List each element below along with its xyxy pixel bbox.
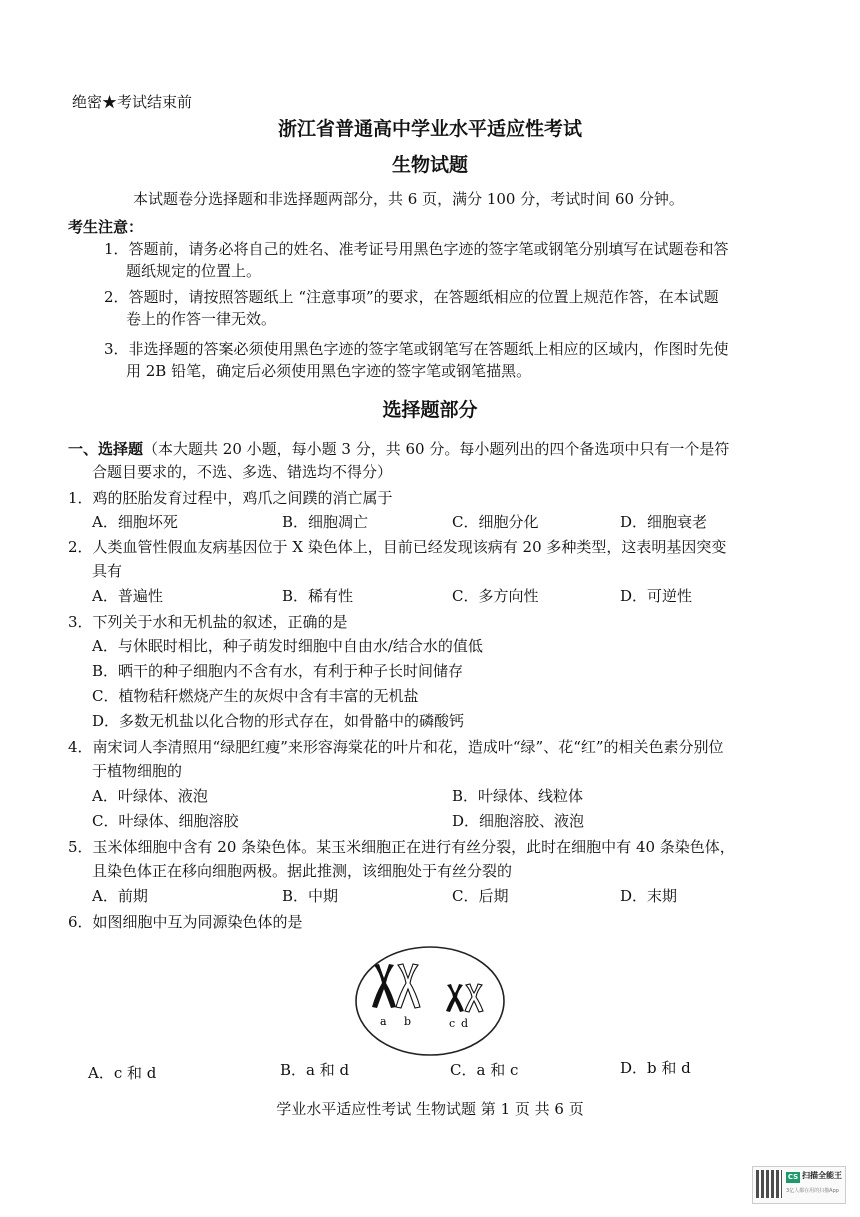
chromosome-label-c: c	[449, 1017, 456, 1030]
option: A．前期	[92, 887, 148, 905]
chromosome-label-b: b	[404, 1015, 412, 1028]
chromosome-label-d: d	[461, 1017, 469, 1030]
notice-line: 3．非选择题的答案必须使用黑色字迹的签字笔或钢笔写在答题纸上相应的区域内，作图时先使	[104, 340, 729, 358]
chromosome-d	[465, 984, 483, 1012]
chromosome-label-a: a	[380, 1015, 387, 1028]
part-desc: （本大题共 20 小题，每小题 3 分，共 60 分。每小题列出的四个备选项中只有一个是符	[143, 440, 730, 458]
exam-intro: 本试题卷分选择题和非选择题两部分，共 6 页，满分 100 分，考试时间 60 分钟。	[133, 190, 684, 208]
section-title: 选择题部分	[382, 399, 478, 421]
question-stem: 5．玉米体细胞中含有 20 条染色体。某玉米细胞正在进行有丝分裂，此时在细胞中有 40 条染色体，	[68, 838, 735, 856]
option: D．细胞溶胶、液泡	[452, 812, 585, 830]
option: C．叶绿体、细胞溶胶	[92, 812, 239, 830]
option: D．细胞衰老	[620, 513, 708, 531]
option: A．细胞坏死	[92, 513, 178, 531]
option: A．与休眠时相比，种子萌发时细胞中自由水/结合水的值低	[92, 637, 483, 655]
notice-item	[104, 338, 794, 382]
option: C．多方向性	[452, 587, 539, 605]
option: B．a 和 d	[280, 1061, 350, 1079]
chromosome-c	[446, 984, 464, 1012]
notice-line: 2．答题时，请按照答题纸上 “注意事项”的要求，在答题纸相应的位置上规范作答，在本试题	[104, 288, 719, 306]
option: D．可逆性	[620, 587, 693, 605]
question-stem: 1．鸡的胚胎发育过程中，鸡爪之间蹼的消亡属于	[68, 489, 393, 507]
option: D．末期	[620, 887, 678, 905]
question-stem: 4．南宋词人李清照用“绿肥红瘦”来形容海棠花的叶片和花，造成叶“绿”、花“红”的相关色素分别位	[68, 738, 724, 756]
page-footer: 学业水平适应性考试 生物试题 第 1 页 共 6 页	[276, 1100, 584, 1118]
option: B．细胞凋亡	[282, 513, 369, 531]
option: A．叶绿体、液泡	[92, 787, 208, 805]
option: C．植物秸秆燃烧产生的灰烬中含有丰富的无机盐	[92, 687, 419, 705]
option: A．c 和 d	[88, 1064, 157, 1082]
option: B．晒干的种子细胞内不含有水，有利于种子长时间储存	[92, 662, 464, 680]
option: A．普遍性	[92, 587, 163, 605]
camscanner-logo-icon: CS	[787, 1173, 799, 1181]
notice-item	[104, 286, 794, 330]
notice-line: 1．答题前，请务必将自己的姓名、准考证号用黑色字迹的签字笔或钢笔分别填写在试题卷和答	[104, 240, 729, 258]
question-stem: 6．如图细胞中互为同源染色体的是	[68, 913, 303, 931]
notice-heading: 考生注意：	[68, 218, 144, 236]
notice-line: 题纸规定的位置上。	[126, 262, 262, 280]
question-stem-cont: 于植物细胞的	[92, 762, 183, 780]
option: D．b 和 d	[620, 1059, 691, 1077]
question-stem-cont: 且染色体正在移向细胞两极。据此推测，该细胞处于有丝分裂的	[92, 862, 513, 880]
part-desc-line2: 合题目要求的，不选、多选、错选均不得分）	[92, 463, 393, 481]
cell-diagram	[354, 945, 506, 1057]
watermark-sub: 3亿人都在用的扫描App	[786, 1188, 839, 1194]
notice-line: 卷上的作答一律无效。	[126, 310, 277, 328]
option: D．多数无机盐以化合物的形式存在，如骨骼中的磷酸钙	[92, 712, 465, 730]
exam-subtitle: 生物试题	[391, 154, 468, 176]
question-stem-cont: 具有	[92, 562, 123, 580]
chromosome-b	[396, 964, 420, 1008]
watermark-name: 扫描全能王	[802, 1171, 842, 1180]
option: B．叶绿体、线粒体	[452, 787, 584, 805]
option: B．稀有性	[282, 587, 354, 605]
notice-line: 用 2B 铅笔，确定后必须使用黑色字迹的签字笔或钢笔描黑。	[126, 362, 532, 380]
part-heading	[68, 438, 729, 460]
part-label: 一、选择题	[68, 440, 144, 458]
qr-code-icon	[756, 1170, 782, 1198]
option: B．中期	[282, 887, 339, 905]
option: C．a 和 c	[450, 1061, 519, 1079]
question-stem: 3．下列关于水和无机盐的叙述，正确的是	[68, 613, 348, 631]
confidential-label: 绝密★考试结束前	[72, 93, 193, 111]
scanner-watermark	[752, 1166, 846, 1204]
exam-title: 浙江省普通高中学业水平适应性考试	[277, 118, 582, 140]
question-stem: 2．人类血管性假血友病基因位于 X 染色体上，目前已经发现该病有 20 多种类型，这表明基因突变	[68, 538, 727, 556]
option: C．细胞分化	[452, 513, 539, 531]
option: C．后期	[452, 887, 509, 905]
notice-item	[104, 238, 794, 282]
chromosome-a	[372, 964, 396, 1008]
